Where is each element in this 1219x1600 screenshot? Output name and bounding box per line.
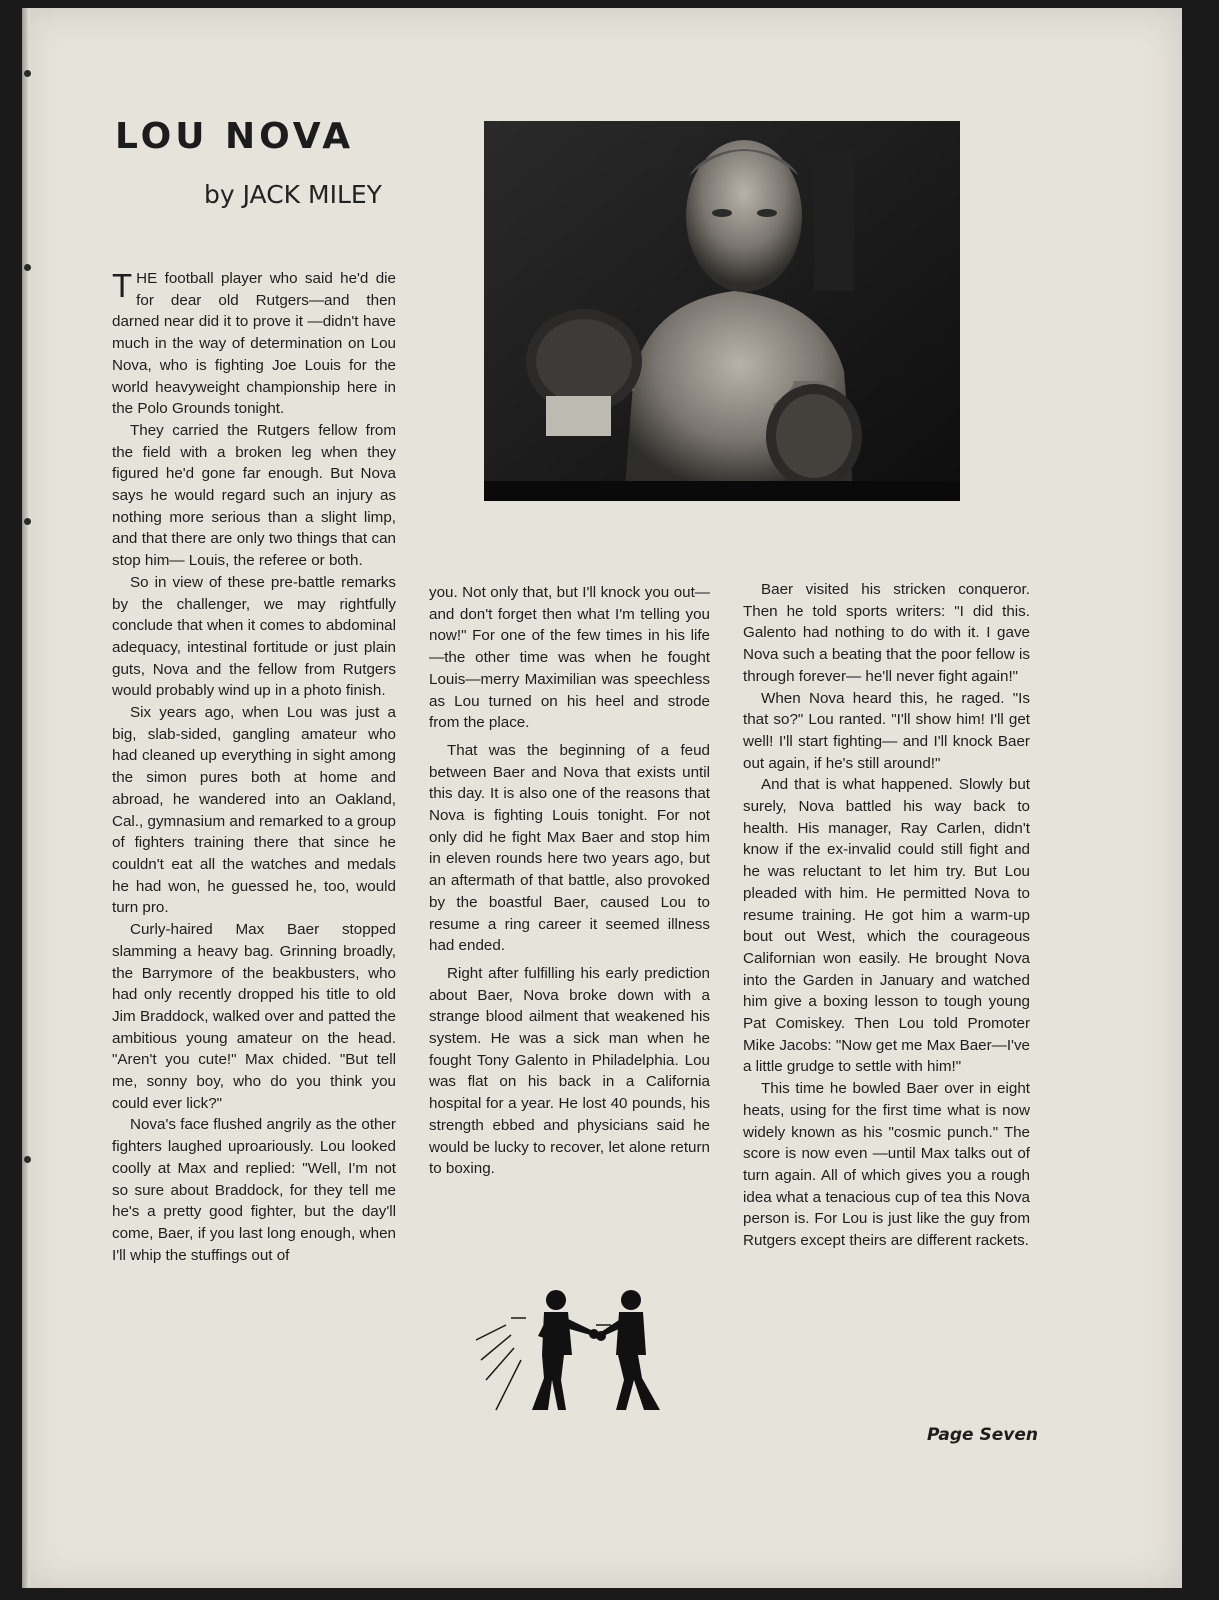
article-column-3 bbox=[743, 579, 1030, 1252]
article-byline: by JACK MILEY bbox=[204, 180, 382, 209]
binding-hole bbox=[24, 70, 31, 77]
boxer-portrait-photo bbox=[484, 121, 960, 501]
boxers-silhouette-illustration bbox=[466, 1270, 688, 1420]
paragraph: When Nova heard this, he raged. "Is that so?" Lou ranted. "I'll show him! I'll get well! I'll start fighting— and I'll knock Baer out again, if he's still around!" bbox=[743, 689, 1030, 772]
article-column-2 bbox=[429, 582, 710, 1180]
paragraph: So in view of these pre-battle remarks by the challenger, we may rightfully conclude that when it comes to abdominal adequacy, intestinal fortitude or just plain guts, Nova and the fellow from Rutgers would probably wind up in a photo finish. bbox=[112, 573, 396, 700]
paragraph: Curly-haired Max Baer stopped slamming a heavy bag. Grinning broadly, the Barrymore of the beakbusters, who had only recently dropped his title to old Jim Braddock, walked over and patted the ambitious young amateur on the head. "Aren't you cute!" Max chided. "But tell me, sonny boy, who do you think you could ever lick?" bbox=[112, 921, 396, 1112]
paragraph: Right after fulfilling his early prediction about Baer, Nova broke down with a strange blood ailment that weakened his system. He was a sick man when he fought Tony Galento in Philadelphia. Lou was flat on his back in a California hospital for a year. He lost 40 pounds, his strength ebbed and physicians said he would be lucky to recover, let alone return to boxing. bbox=[429, 964, 710, 1178]
article-column-1 bbox=[112, 268, 396, 1266]
article-title: LOU NOVA bbox=[115, 116, 355, 157]
paragraph: Nova's face flushed angrily as the other fighters laughed uproariously. Lou looked coolly at Max and replied: "Well, I'm not so sure about Braddock, for they tell me he's a pretty good fighter, but the day'll come, Baer, if you last long enough, when I'll whip the stuffings out of bbox=[112, 1116, 396, 1264]
paragraph: That was the beginning of a feud between Baer and Nova that exists until this day. It is also one of the reasons that Nova is fighting Louis tonight. For not only did he fight Max Baer and stop him in eleven rounds here two years ago, but an aftermath of that battle, also provoked by the boastful Baer, caused Lou to resume a ring career it seemed illness had ended. bbox=[429, 741, 710, 955]
drop-cap: T bbox=[112, 267, 133, 304]
magazine-page bbox=[22, 8, 1182, 1588]
paragraph: you. Not only that, but I'll knock you out—and don't forget then what I'm telling you now!" For one of the few times in his life—the other time was when he fought Louis—merry Maximilian was speechless as Lou turned on his heel and strode from the place. bbox=[429, 584, 710, 732]
paragraph: They carried the Rutgers fellow from the field with a broken leg when they figured he'd gone far enough. But Nova says he would regard such an injury as nothing more serious than a slight limp, and that there are only two things that can stop him— Louis, the referee or both. bbox=[112, 421, 396, 570]
page-binding-edge bbox=[22, 8, 30, 1588]
binding-hole bbox=[24, 1156, 31, 1163]
page-number: Page Seven bbox=[927, 1425, 1038, 1445]
binding-hole bbox=[24, 264, 31, 271]
paragraph: This time he bowled Baer over in eight heats, using for the first time what is now widely known as his "cosmic punch." The score is now even —until Max talks out of turn again. All of which gives you a rough idea what a tenacious cup of tea this Nova person is. For Lou is just like the guy from Rutgers except theirs are different rackets. bbox=[743, 1080, 1030, 1250]
paragraph: Baer visited his stricken conqueror. Then he told sports writers: "I did this. Galento had nothing to do with it. I gave Nova such a beating that the poor fellow is through forever— he'll never fight again!" bbox=[743, 581, 1030, 685]
binding-hole bbox=[24, 518, 31, 525]
photo-image bbox=[484, 121, 960, 501]
paragraph: And that is what happened. Slowly but surely, Nova battled his way back to health. His manager, Ray Carlen, didn't know if the ex-invalid could still fight and he was reluctant to let him try. But Lou pleaded with him. He permitted Nova to resume training. He got him a warm-up bout out West, which the courageous Californian won easily. He brought Nova into the Garden in January and watched him give a boxing lesson to tough young Pat Comiskey. Then Lou told Promoter Mike Jacobs: "Now get me Max Baer—I've a little grudge to settle with him!" bbox=[743, 776, 1030, 1076]
paragraph: THE football player who said he'd die for dear old Rutgers—and then darned near did it to prove it —didn't have much in the way of determination on Lou Nova, who is fighting Joe Louis for the world heavyweight championship here in the Polo Grounds tonight. bbox=[112, 267, 396, 418]
paragraph: Six years ago, when Lou was just a big, slab-sided, gangling amateur who had cleaned up everything in sight among the simon pures both at home and abroad, he wandered into an Oakland, Cal., gymnasium and remarked to a group of fighters training there that since he couldn't eat all the watches and medals he had won, he guessed he, too, would turn pro. bbox=[112, 704, 396, 917]
